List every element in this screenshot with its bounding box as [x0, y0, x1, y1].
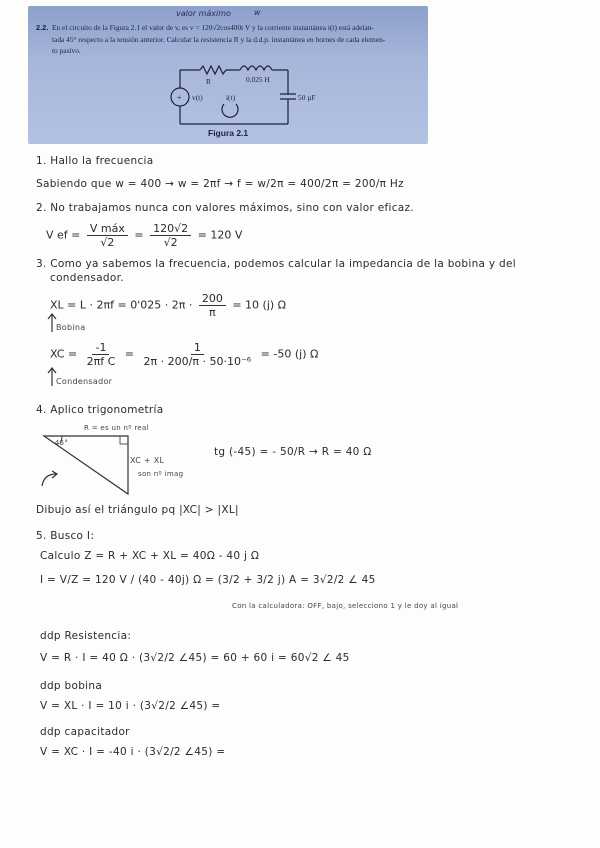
fraction	[141, 341, 255, 368]
numerator: 1	[191, 341, 204, 355]
xl-result: = 10 (j) Ω	[232, 298, 287, 312]
denominator: √2	[100, 236, 115, 249]
numerator: -1	[92, 341, 109, 355]
figure-caption: Figura 2.1	[208, 128, 249, 138]
label-c: 50 µF	[298, 93, 316, 102]
tg-equation: tg (-45) = - 50/R → R = 40 Ω	[214, 446, 372, 458]
numerator: V máx	[87, 222, 128, 236]
vc-equation: V = XC · I = -40 i · (3√2/2 ∠45) =	[40, 746, 226, 758]
vr-equation: V = R · I = 40 Ω · (3√2/2 ∠45) = 60 + 60 i = 60√2 ∠ 45	[40, 652, 350, 664]
calculator-note: Con la calculadora: OFF, bajo, selecciono 1 y le doy al igual	[232, 602, 459, 610]
step3-title-2: condensador.	[50, 272, 124, 284]
z-calc: Calculo Z = R + XC + XL = 40Ω - 40 j Ω	[40, 550, 260, 562]
denominator: π	[209, 306, 216, 319]
denominator: √2	[163, 236, 178, 249]
denominator: 2πf C	[86, 355, 116, 368]
problem-line-3: to pasivo.	[52, 46, 81, 55]
xl-equation	[50, 292, 286, 319]
condensador-note: Condensador	[56, 377, 113, 386]
fraction	[84, 341, 119, 368]
fraction	[199, 292, 226, 319]
vb-equation: V = XL · I = 10 i · (3√2/2 ∠45) =	[40, 700, 221, 712]
xc-result: = -50 (j) Ω	[260, 347, 319, 361]
triangle-note: Dibujo así el triángulo pq |XC| > |XL|	[36, 504, 239, 516]
triangle-top-label: R = es un nº real	[84, 424, 149, 432]
svg-text:+: +	[177, 93, 182, 102]
problem-photo	[28, 6, 428, 144]
problem-number: 2.2.	[36, 23, 49, 32]
label-l: 0,025 H	[246, 75, 270, 84]
i-equation: I = V/Z = 120 V / (40 - 40j) Ω = (3/2 + 3/2 j) A = 3√2/2 ∠ 45	[40, 574, 376, 586]
veff-result: = 120 V	[197, 228, 243, 242]
denominator: 2π · 200/π · 50·10⁻⁶	[143, 355, 252, 368]
xl-expression: XL = L · 2πf = 0'025 · 2π ·	[50, 298, 196, 312]
step4-title: 4. Aplico trigonometría	[36, 404, 164, 416]
problem-line-2: tada 45° respecto a la tensión anterior. Calcular la resistencia R y la d.d.p. instantánea en bornes de cada elemen-	[52, 35, 386, 44]
numerator: 200	[199, 292, 226, 306]
step2-equation: V ef = $\frac{\text{V máx}}{√2}$ = $\frac{120√2}{√2}$ = 120 V	[46, 222, 243, 249]
step5-title: 5. Busco I:	[36, 530, 95, 542]
veff-label: V ef =	[46, 228, 81, 242]
step1-title: 1. Hallo la frecuencia	[36, 155, 154, 167]
label-r: R	[206, 77, 211, 86]
ddp-resistencia-title: ddp Resistencia:	[40, 630, 132, 642]
ddp-capacitador-title: ddp capacitador	[40, 726, 130, 738]
label-source: v(t)	[192, 93, 203, 102]
step3-title: 3. Como ya sabemos la frecuencia, podemos calcular la impedancia de la bobina y del	[36, 258, 517, 270]
triangle-side-note: son nº imag	[138, 470, 184, 478]
ddp-bobina-title: ddp bobina	[40, 680, 103, 692]
step1-line: Sabiendo que w = 400 → w = 2πf → f = w/2π = 400/2π = 200/π Hz	[36, 178, 404, 190]
curved-arrow-icon	[38, 468, 64, 488]
handwritten-annotation-w: w	[254, 8, 261, 17]
bobina-note: Bobina	[56, 323, 86, 332]
angle-label: -45°	[52, 439, 69, 447]
step2-title: 2. No trabajamos nunca con valores máximos, sino con valor eficaz.	[36, 202, 414, 214]
circuit-diagram	[28, 6, 428, 144]
xc-label: XC =	[50, 347, 78, 361]
xc-equation: XC = $\frac{-1}{\text{2πf C}}$ = $\frac{1}{\text{2π · 200/π · 50·10⁻⁶}}$ = -50 (j) Ω	[50, 341, 319, 368]
triangle-side-label: XC + XL	[130, 456, 165, 465]
label-current: i(t)	[226, 93, 236, 102]
numerator: 120√2	[150, 222, 191, 236]
fraction	[87, 222, 128, 249]
problem-line-1: En el circuito de la Figura 2.1 el valor de v, es v = 120√2cos400t V y la corriente instantánea i(t) está adelan-	[52, 23, 374, 32]
fraction	[150, 222, 191, 249]
handwritten-annotation: valor máximo	[176, 9, 231, 18]
